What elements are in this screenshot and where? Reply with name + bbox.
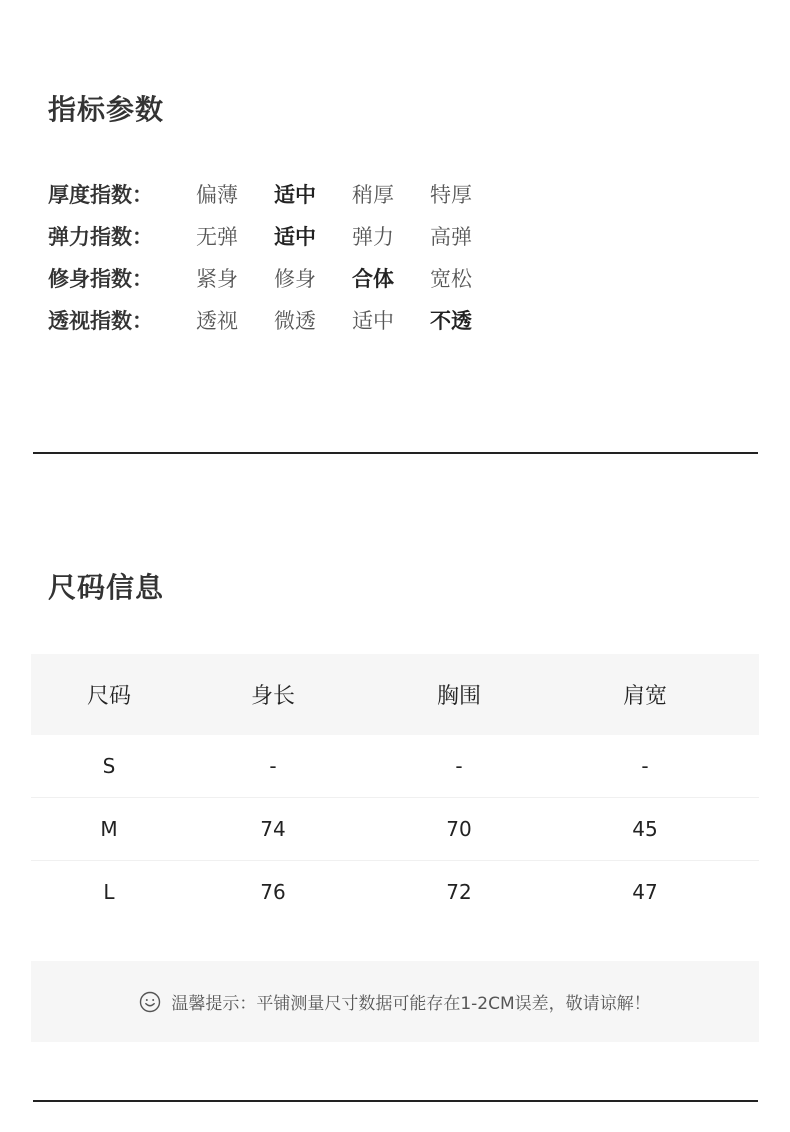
param-option: 紧身 <box>196 267 238 291</box>
param-row-fit <box>48 260 508 296</box>
params-section-title: 指标参数 <box>48 93 165 126</box>
table-cell: S <box>102 754 116 778</box>
param-option-selected: 适中 <box>274 225 316 249</box>
table-header-cell: 肩宽 <box>622 684 667 709</box>
param-label: 修身指数： <box>48 267 153 291</box>
table-header-cell: 身长 <box>250 684 295 709</box>
param-option: 偏薄 <box>196 183 238 207</box>
param-option: 透视 <box>196 309 238 333</box>
param-option: 稍厚 <box>352 183 394 207</box>
param-label: 透视指数： <box>48 309 153 333</box>
param-option: 适中 <box>352 309 394 333</box>
table-cell: 47 <box>632 880 658 904</box>
table-row <box>31 735 759 798</box>
param-row-thickness <box>48 176 508 212</box>
smiley-icon <box>139 991 161 1013</box>
table-cell: 74 <box>260 817 286 841</box>
table-cell: 45 <box>632 817 658 841</box>
table-cell: L <box>103 880 115 904</box>
param-option-selected: 合体 <box>352 267 394 291</box>
param-option: 弹力 <box>352 225 394 249</box>
param-option-selected: 适中 <box>274 183 316 207</box>
param-row-transparency <box>48 302 508 338</box>
param-option-selected: 不透 <box>430 309 472 333</box>
param-option: 无弹 <box>196 225 238 249</box>
table-cell: - <box>269 754 277 778</box>
table-cell: - <box>641 754 649 778</box>
table-header-cell: 胸围 <box>436 684 481 709</box>
param-row-elasticity <box>48 218 508 254</box>
tip-text: 温馨提示：平铺测量尺寸数据可能存在1-2CM误差，敬请谅解！ <box>171 994 651 1014</box>
divider-line <box>33 452 758 454</box>
table-header-row <box>31 654 759 735</box>
param-option: 微透 <box>274 309 316 333</box>
table-cell: - <box>455 754 463 778</box>
size-section-title: 尺码信息 <box>48 571 165 604</box>
size-table <box>31 654 759 923</box>
divider-line-bottom <box>33 1100 758 1102</box>
table-row <box>31 861 759 923</box>
table-cell: 72 <box>446 880 472 904</box>
param-option: 宽松 <box>430 267 472 291</box>
param-label: 弹力指数： <box>48 225 153 249</box>
table-cell: M <box>100 817 118 841</box>
tip-box <box>31 961 759 1042</box>
table-row <box>31 798 759 861</box>
table-cell: 76 <box>260 880 286 904</box>
param-label: 厚度指数： <box>48 183 153 207</box>
table-cell: 70 <box>446 817 472 841</box>
param-option: 高弹 <box>430 225 472 249</box>
param-option: 修身 <box>274 267 316 291</box>
param-option: 特厚 <box>430 183 472 207</box>
table-header-cell: 尺码 <box>86 684 131 709</box>
